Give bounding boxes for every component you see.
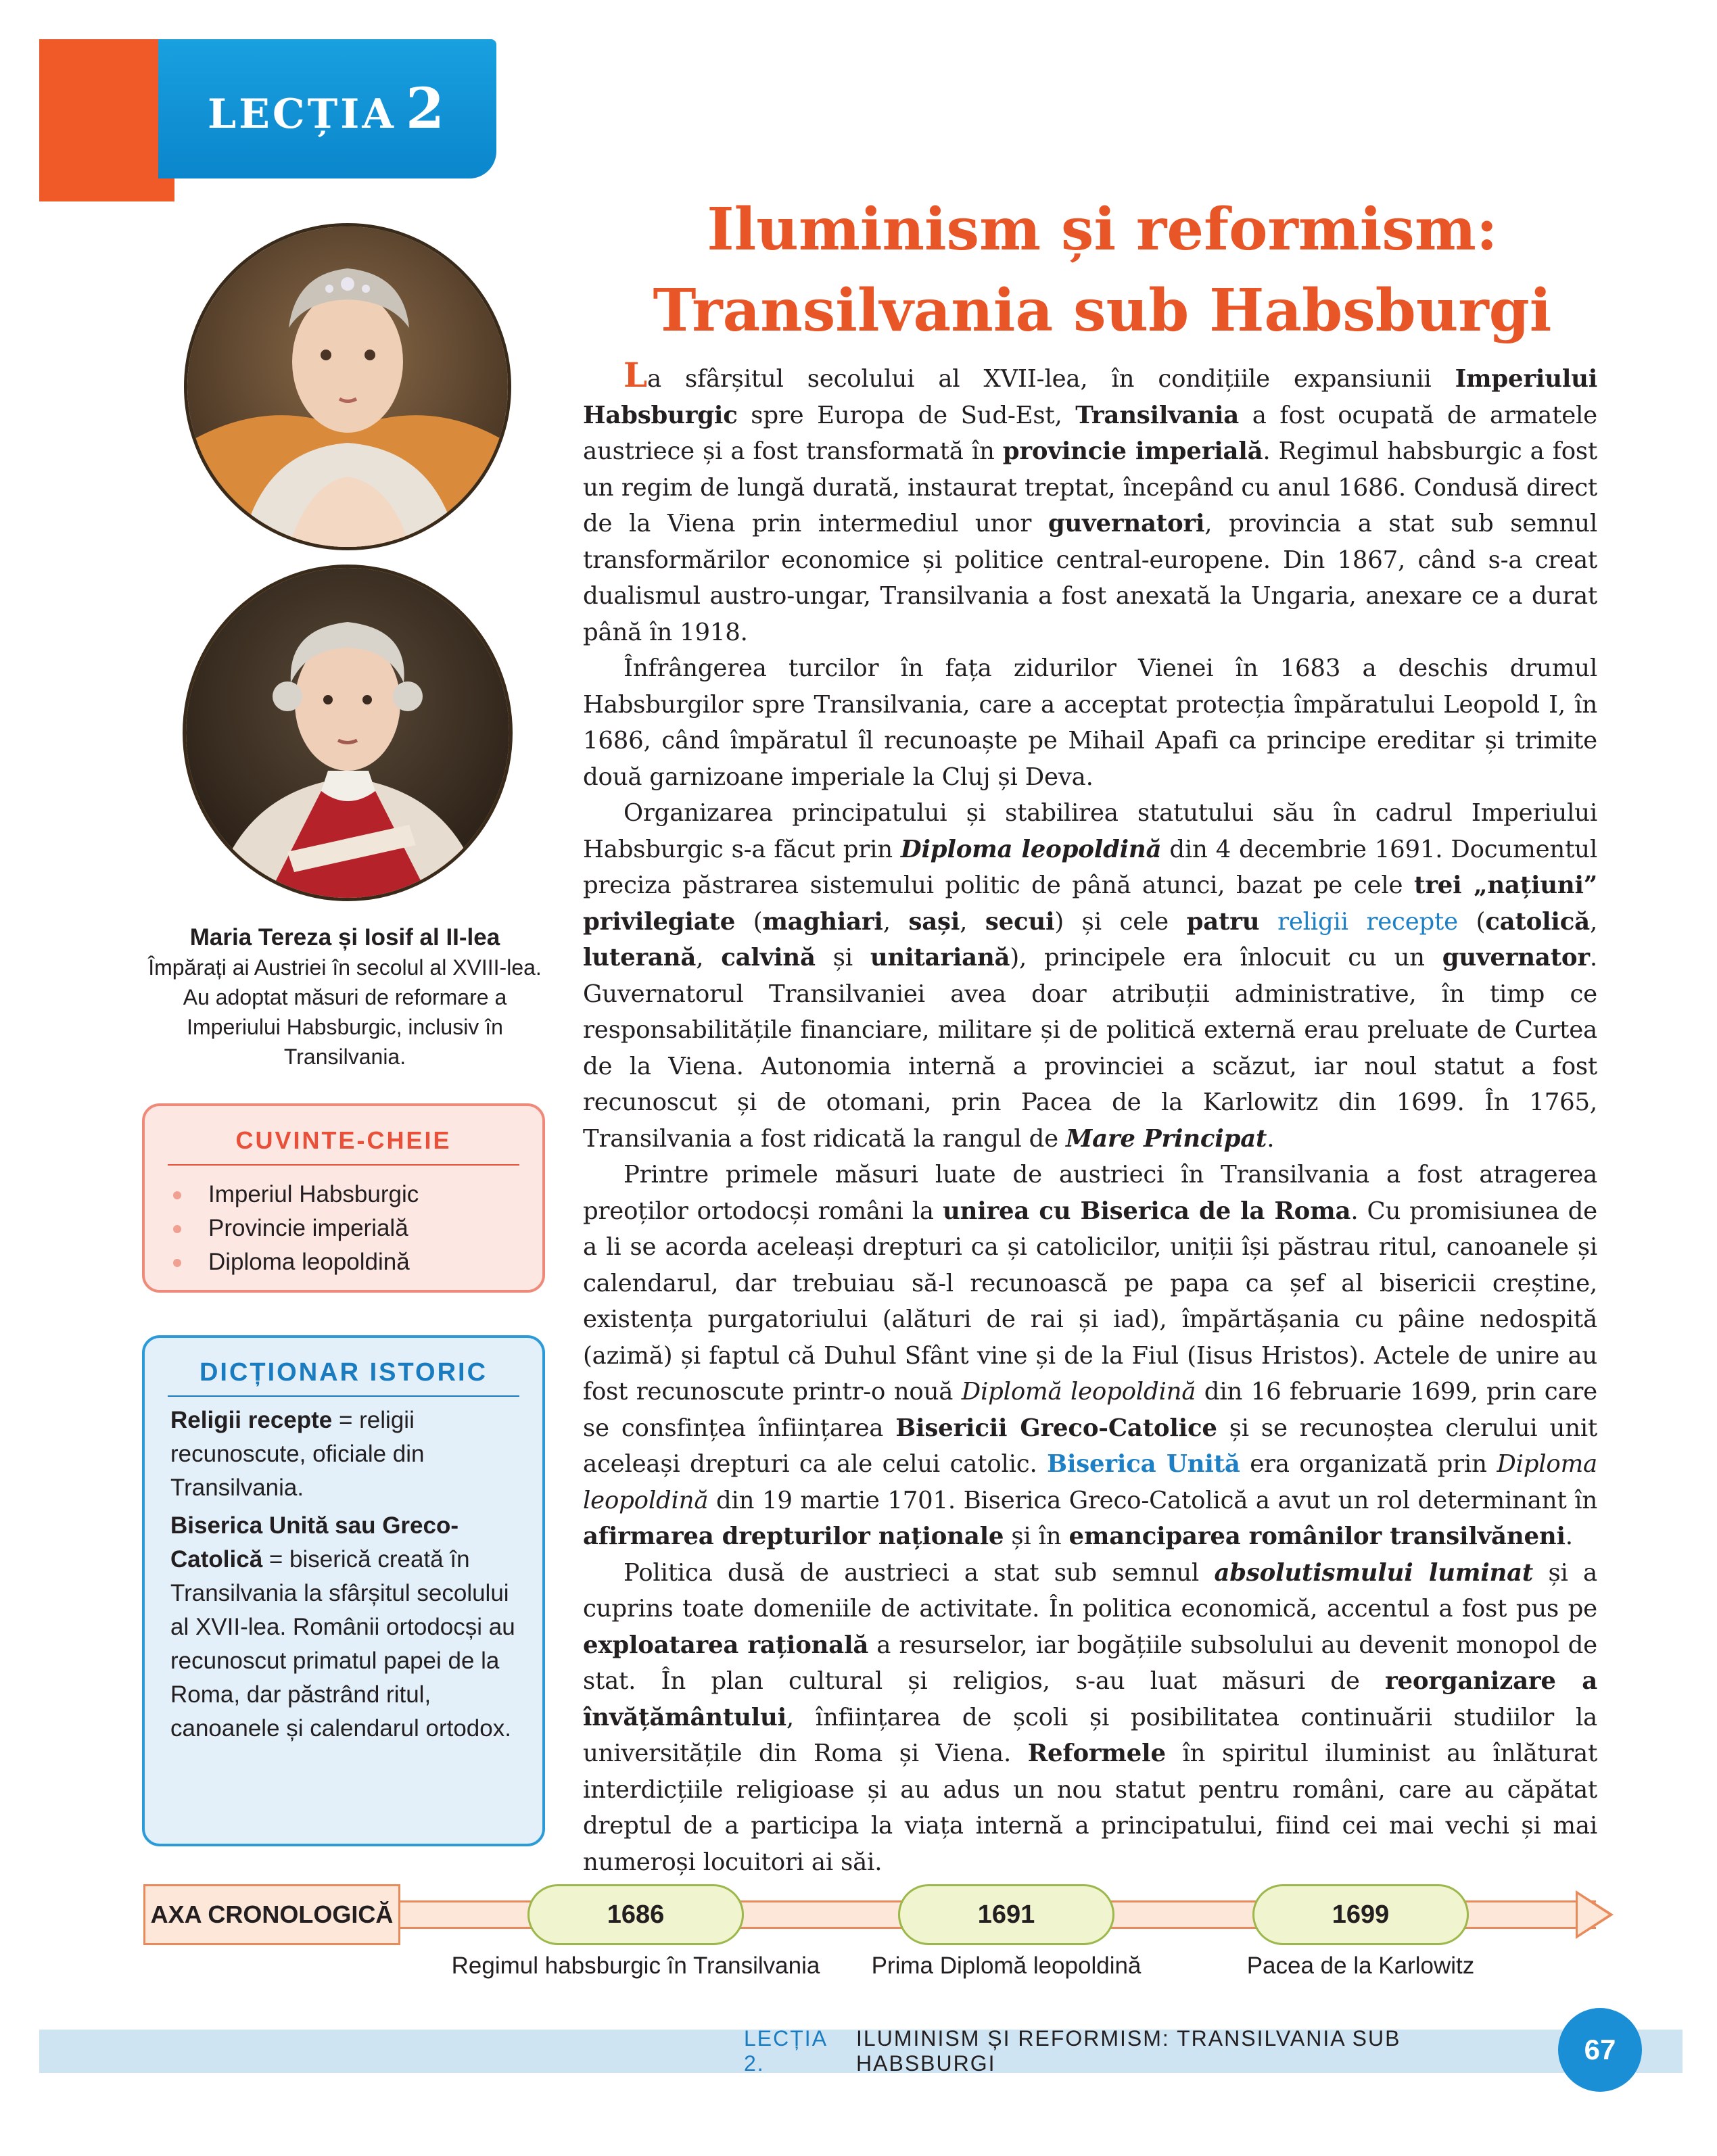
lesson-badge <box>158 39 496 178</box>
footer-text <box>744 2026 1515 2076</box>
timeline-year-1691: 1691 <box>898 1884 1114 1945</box>
dictionary-definition: = religii recunoscute, oficiale din Transilvania. <box>170 1407 425 1501</box>
caption-title: Maria Tereza și Iosif al II-lea <box>189 924 500 951</box>
dictionary-entry <box>170 1404 522 1505</box>
header-accent-block <box>39 39 174 201</box>
dictionary-term: Biserica Unită sau Greco-Catolică <box>170 1512 458 1573</box>
timeline-event-label: Pacea de la Karlowitz <box>1246 1953 1475 1979</box>
timeline-label: AXA CRONOLOGICĂ <box>143 1884 400 1945</box>
main-text <box>583 357 1597 1880</box>
keyword-item: Imperiul Habsburgic <box>168 1178 542 1212</box>
keywords-box <box>142 1103 545 1293</box>
timeline-year-1686: 1686 <box>527 1884 744 1945</box>
page-title <box>609 189 1596 352</box>
page-number: 67 <box>1558 2008 1642 2092</box>
dictionary-definition: = biserică creată în Transilvania la sfârșitul secolului al XVII-lea. Românii ortodocși au recunoscut primatul papei de la Roma, dar păstrând ritul, canoanele și calendarul ortodox. <box>170 1546 515 1742</box>
dictionary-term: Religii recepte <box>170 1407 333 1433</box>
dictionary-body <box>145 1397 542 1746</box>
timeline-year-1699: 1699 <box>1252 1884 1469 1945</box>
keywords-title: CUVINTE-CHEIE <box>168 1126 519 1166</box>
page-title-line2: Transilvania sub Habsburgi <box>653 277 1552 345</box>
caption-body: Împărați ai Austriei în secolul al XVIII-lea. Au adoptat măsuri de reformare a Imperiului Habsburgic, inclusiv în Transilvania. <box>148 955 542 1069</box>
keyword-item: Provincie imperială <box>168 1212 542 1245</box>
footer-lesson-title: ILUMINISM ȘI REFORMISM: TRANSILVANIA SUB HABSBURGI <box>856 2026 1401 2076</box>
keyword-item: Diploma leopoldină <box>168 1245 542 1279</box>
keywords-list <box>145 1178 542 1279</box>
dictionary-entry <box>170 1509 522 1746</box>
dictionary-box <box>142 1335 545 1846</box>
paragraph-4: Printre primele măsuri luate de austrieci în Transilvania a fost atragerea preoților ortodocși români la unirea cu Biserica de la Roma. Cu promisiunea de a li se acorda aceleași drepturi ca și catolicilor, uniții își păstrau ritul, canoanele și calendarul, dar trebuiau să-l recunoască pe papa ca șef al bisericii creștine, existența purgatoriului (alături de rai și iad), împărtășania cu pâine nedospită (azimă) și faptul că Duhul Sfânt vine și de la Fiul (Iisus Hristos). Actele de unire au fost recunoscute printr-o nouă Diplomă leopoldină din 16 februarie 1699, prin care se consfințea înființarea Bisericii Greco-Catolice și se recunoștea clerului unit aceleași drepturi ca ale celui catolic. Biserica Unită era organizată prin Diploma leopoldină din 19 martie 1701. Biserica Greco-Catolică a avut un rol determinant în afirmarea drepturilor naționale și în emanciparea românilor transilvăneni. <box>583 1161 1598 1550</box>
dictionary-title: DICȚIONAR ISTORIC <box>168 1358 519 1397</box>
paragraph-1: La sfârșitul secolului al XVII-lea, în condițiile expansiunii Imperiului Habsburgic spre Europa de Sud-Est, Transilvania a fost ocupată de armatele austriece și a fost transformată în provincie imperială. Regimul habsburgic a fost un regim de lungă durată, instaurat treptat, începând cu anul 1686. Condusă direct de la Viena prin intermediul unor guvernatori, provincia a stat sub semnul transformărilor economice și politice central-europene. Din 1867, când s-a creat dualismul austro-ungar, Transilvania a fost anexată la Ungaria, anexare ce a durat până în 1918. <box>583 355 1597 646</box>
portrait-iosif-al-ii-lea <box>183 565 513 901</box>
page-title-line1: Iluminism și reformism: <box>707 195 1498 264</box>
timeline-arrow-fill <box>1578 1894 1609 1935</box>
paragraph-5: Politica dusă de austrieci a stat sub semnul absolutismului luminat și a cuprins toate domeniile de activitate. În politica economică, accentul a fost pus pe exploatarea rațională a resurselor, iar bogățiile subsolului au devenit monopol de stat. În plan cultural și religios, s-au luat măsuri de reorganizare a învățământului, înființarea de școli și posibilitatea continuării studiilor la universitățile din Roma și Viena. Reformele în spiritul iluminist au înlăturat interdicțiile religioase și au adus un nou statut pentru români, care au căpătat dreptul de a participa la viața internă a principatului, fiind cei mai vechi și mai numeroși locuitori ai săi. <box>583 1558 1598 1876</box>
portrait-maria-tereza <box>184 223 511 550</box>
lesson-number: 2 <box>405 76 447 141</box>
portrait-caption <box>142 923 548 1072</box>
timeline-event-label: Prima Diplomă leopoldină <box>871 1953 1142 1979</box>
timeline-event-label: Regimul habsburgic în Transilvania <box>451 1953 820 1979</box>
paragraph-2: Înfrângerea turcilor în fața zidurilor Vienei în 1683 a deschis drumul Habsburgilor spre Transilvania, care a acceptat protecția împăratului Leopold I, în 1686, când împăratul îl recunoaște pe Mihail Apafi ca principe ereditar și trimite două garnizoane imperiale la Cluj și Deva. <box>583 654 1597 791</box>
lesson-word: LECȚIA <box>207 91 396 138</box>
footer-lesson-label: LECȚIA 2. <box>744 2026 827 2076</box>
paragraph-3: Organizarea principatului și stabilirea statutului său în cadrul Imperiului Habsburgic s-a făcut prin Diploma leopoldină din 4 decembrie 1691. Documentul preciza păstrarea sistemului politic de până atunci, bazat pe cele trei „națiuni” privilegiate (maghiari, sași, secui) și cele patru religii recepte (catolică, luterană, calvină și unitariană), principele era înlocuit cu un guvernator. Guvernatorul Transilvaniei avea doar atribuții administrative, în timp ce responsabilitățile financiare, militare și de politică externă erau preluate de Curtea de la Viena. Autonomia internă a provinciei a scăzut, iar noul statut a fost recunoscut și de otomani, prin Pacea de la Karlowitz din 1699. În 1765, Transilvania a fost ridicată la rangul de Mare Principat. <box>583 799 1598 1153</box>
